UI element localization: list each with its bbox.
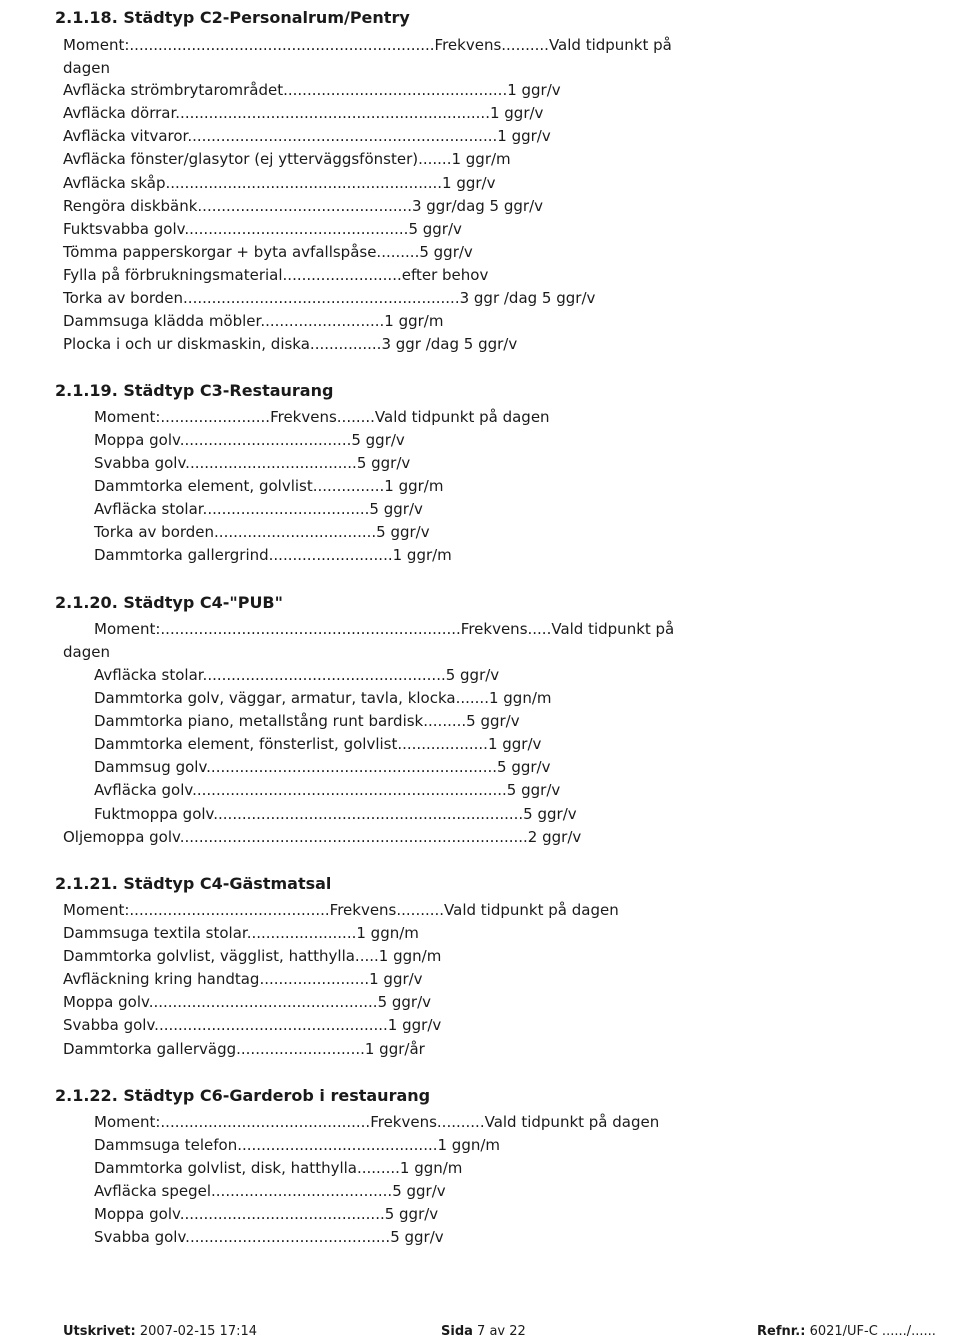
moment-header-wrap: dagen	[63, 59, 110, 77]
task-line: Torka av borden..........................................................3 ggr /dag 5 ggr/v	[63, 289, 596, 307]
footer-ref-value: 6021/UF-C ....../......	[809, 1324, 936, 1339]
task-line: Dammtorka element, fönsterlist, golvlist...................1 ggr/v	[94, 735, 542, 753]
task-line: Svabba golv...........................................5 ggr/v	[94, 1228, 444, 1246]
moment-header-line: Moment:.......................Frekvens........Vald tidpunkt på dagen	[94, 408, 550, 426]
task-line: Svabba golv.................................................1 ggr/v	[63, 1016, 442, 1034]
task-line: Dammtorka gallervägg...........................1 ggr/år	[63, 1040, 425, 1058]
footer-printed-label: Utskrivet:	[63, 1324, 136, 1339]
task-line: Avfläcka stolar...................................5 ggr/v	[94, 500, 423, 518]
moment-header-line: Moment:..........................................Frekvens..........Vald tidpunkt på dagen	[63, 901, 619, 919]
task-line: Moppa golv....................................5 ggr/v	[94, 431, 405, 449]
moment-header-line: Moment:............................................Frekvens..........Vald tidpunkt på dagen	[94, 1113, 660, 1131]
task-line: Dammsuga textila stolar.......................1 ggn/m	[63, 924, 419, 942]
task-line: Avfläcka strömbrytarområdet...............................................1 ggr/v	[63, 81, 561, 99]
moment-header-line: Moment:................................................................Frekvens..........Vald tidpunkt på	[63, 36, 672, 54]
task-line: Plocka i och ur diskmaskin, diska...............3 ggr /dag 5 ggr/v	[63, 335, 518, 353]
task-line: Moppa golv................................................5 ggr/v	[63, 993, 432, 1011]
footer-page-label: Sida	[441, 1324, 473, 1339]
section-heading: 2.1.22. Städtyp C6-Garderob i restaurang	[55, 1086, 431, 1105]
footer-ref	[757, 1324, 936, 1339]
task-line: Dammtorka golvlist, disk, hatthylla.........1 ggn/m	[94, 1159, 463, 1177]
task-line: Avfläcka skåp..........................................................1 ggr/v	[63, 174, 496, 192]
task-line: Dammtorka element, golvlist...............1 ggr/m	[94, 477, 444, 495]
moment-header-wrap: dagen	[63, 643, 110, 661]
task-line: Dammsuga klädda möbler..........................1 ggr/m	[63, 312, 444, 330]
task-line: Moppa golv...........................................5 ggr/v	[94, 1205, 439, 1223]
task-line: Svabba golv....................................5 ggr/v	[94, 454, 411, 472]
footer-page	[441, 1324, 526, 1339]
task-line: Avfläcka stolar...................................................5 ggr/v	[94, 666, 500, 684]
task-line: Fuktmoppa golv.................................................................5 ggr/v	[94, 805, 577, 823]
moment-header-line: Moment:...............................................................Frekvens.....Vald tidpunkt på	[94, 620, 675, 638]
task-line: Torka av borden..................................5 ggr/v	[94, 523, 430, 541]
task-line: Dammsuga telefon..........................................1 ggn/m	[94, 1136, 501, 1154]
footer-page-value: 7 av 22	[477, 1324, 526, 1339]
task-line: Tömma papperskorgar + byta avfallspåse.........5 ggr/v	[63, 243, 473, 261]
task-line: Avfläckning kring handtag.......................1 ggr/v	[63, 970, 423, 988]
task-line: Dammtorka golvlist, vägglist, hatthylla.....1 ggn/m	[63, 947, 442, 965]
task-line: Avfläcka spegel......................................5 ggr/v	[94, 1182, 446, 1200]
footer-printed	[63, 1324, 257, 1339]
task-line: Dammtorka golv, väggar, armatur, tavla, klocka.......1 ggn/m	[94, 689, 552, 707]
task-line: Rengöra diskbänk.............................................3 ggr/dag 5 ggr/v	[63, 197, 543, 215]
footer-printed-value: 2007-02-15 17:14	[139, 1324, 258, 1339]
task-line: Dammsug golv.............................................................5 ggr/v	[94, 758, 551, 776]
section-heading: 2.1.21. Städtyp C4-Gästmatsal	[55, 874, 332, 893]
task-line: Avfläcka vitvaror.................................................................1 ggr/v	[63, 127, 551, 145]
section-heading: 2.1.20. Städtyp C4-"PUB"	[55, 593, 283, 612]
task-line: Oljemoppa golv.........................................................................2 ggr/v	[63, 828, 582, 846]
section-heading: 2.1.18. Städtyp C2-Personalrum/Pentry	[55, 8, 410, 27]
footer-ref-label: Refnr.:	[757, 1324, 806, 1339]
task-line: Dammtorka gallergrind..........................1 ggr/m	[94, 546, 452, 564]
task-line: Dammtorka piano, metallstång runt bardisk.........5 ggr/v	[94, 712, 520, 730]
task-line: Avfläcka golv..................................................................5 ggr/v	[94, 781, 561, 799]
task-line: Avfläcka dörrar..................................................................1 ggr/v	[63, 104, 544, 122]
task-line: Avfläcka fönster/glasytor (ej ytterväggsfönster).......1 ggr/m	[63, 150, 511, 168]
section-heading: 2.1.19. Städtyp C3-Restaurang	[55, 381, 334, 400]
task-line: Fylla på förbrukningsmaterial.........................efter behov	[63, 266, 489, 284]
task-line: Fuktsvabba golv...............................................5 ggr/v	[63, 220, 462, 238]
